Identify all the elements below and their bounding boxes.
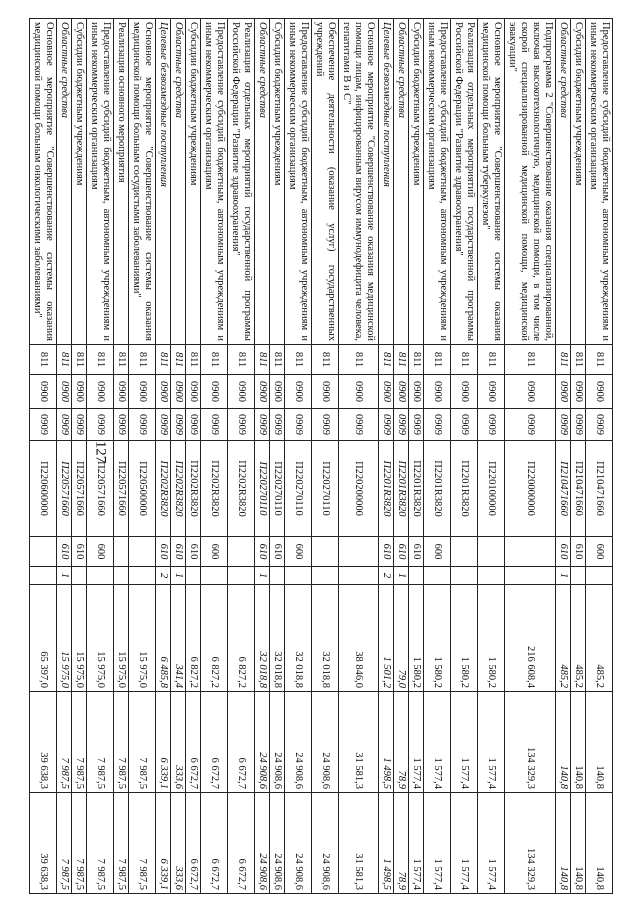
cell-value-1: 15 975,0 xyxy=(57,585,72,692)
table-row xyxy=(424,19,451,894)
cell-rz: 0900 xyxy=(571,375,586,409)
cell-pr: 0909 xyxy=(129,409,156,441)
cell-value-2: 6 339,1 xyxy=(156,692,171,793)
cell-src xyxy=(186,567,201,585)
cell-vr: 610 xyxy=(72,537,87,567)
cell-value-1: 6 827,2 xyxy=(228,585,255,692)
cell-value-1: 15 975,0 xyxy=(72,585,87,692)
cell-rz: 0900 xyxy=(201,375,228,409)
cell-value-2: 140,8 xyxy=(571,692,586,793)
cell-src xyxy=(505,567,556,585)
cell-ved: 811 xyxy=(72,345,87,375)
cell-ved: 811 xyxy=(57,345,72,375)
cell-vr xyxy=(129,537,156,567)
cell-pr: 0909 xyxy=(171,409,186,441)
table-row xyxy=(339,19,379,894)
cell-csr: П210471660 xyxy=(571,441,586,537)
cell-value-3: 24 908,6 xyxy=(255,793,270,894)
table-row xyxy=(270,19,285,894)
cell-value-1: 6 485,8 xyxy=(156,585,171,692)
budget-table xyxy=(29,18,613,894)
cell-rz: 0900 xyxy=(505,375,556,409)
cell-pr: 0909 xyxy=(409,409,424,441)
cell-value-2: 24 908,6 xyxy=(255,692,270,793)
cell-ved: 811 xyxy=(156,345,171,375)
cell-csr: П220571660 xyxy=(87,441,114,537)
table-row xyxy=(201,19,228,894)
table-row xyxy=(114,19,129,894)
cell-value-3: 140,8 xyxy=(556,793,571,894)
cell-value-1: 6 827,2 xyxy=(186,585,201,692)
cell-rz: 0900 xyxy=(409,375,424,409)
cell-pr: 0909 xyxy=(72,409,87,441)
cell-ved: 811 xyxy=(255,345,270,375)
table-row xyxy=(30,19,57,894)
cell-vr: 610 xyxy=(156,537,171,567)
cell-pr: 0909 xyxy=(339,409,379,441)
cell-value-1: 15 975,0 xyxy=(129,585,156,692)
cell-src xyxy=(571,567,586,585)
cell-ved: 811 xyxy=(270,345,285,375)
cell-pr: 0909 xyxy=(114,409,129,441)
cell-vr xyxy=(451,537,478,567)
cell-pr: 0909 xyxy=(228,409,255,441)
cell-rz: 0900 xyxy=(30,375,57,409)
cell-pr: 0909 xyxy=(30,409,57,441)
cell-value-2: 78,9 xyxy=(394,692,409,793)
cell-value-2: 333,6 xyxy=(171,692,186,793)
cell-src: 1 xyxy=(57,567,72,585)
cell-csr: П2201R3820 xyxy=(451,441,478,537)
cell-value-1: 1 501,2 xyxy=(379,585,394,692)
cell-value-1: 1 580,2 xyxy=(478,585,505,692)
cell-value-2: 1 577,4 xyxy=(424,692,451,793)
cell-pr: 0909 xyxy=(424,409,451,441)
cell-vr xyxy=(114,537,129,567)
table-row xyxy=(556,19,571,894)
cell-vr xyxy=(478,537,505,567)
cell-ved: 811 xyxy=(312,345,339,375)
cell-rz: 0900 xyxy=(270,375,285,409)
cell-src xyxy=(586,567,613,585)
cell-value-2: 7 987,5 xyxy=(87,692,114,793)
cell-rz: 0900 xyxy=(379,375,394,409)
cell-value-3: 24 908,6 xyxy=(312,793,339,894)
cell-value-3: 24 908,6 xyxy=(270,793,285,894)
cell-value-2: 24 908,6 xyxy=(285,692,312,793)
cell-ved: 811 xyxy=(505,345,556,375)
cell-value-3: 1 577,4 xyxy=(478,793,505,894)
cell-src xyxy=(339,567,379,585)
cell-value-1: 485,2 xyxy=(571,585,586,692)
cell-value-1: 1 580,2 xyxy=(424,585,451,692)
cell-vr: 600 xyxy=(586,537,613,567)
cell-src xyxy=(424,567,451,585)
cell-value-3: 333,6 xyxy=(171,793,186,894)
cell-pr: 0909 xyxy=(379,409,394,441)
cell-vr: 610 xyxy=(556,537,571,567)
cell-src: 1 xyxy=(556,567,571,585)
cell-vr: 600 xyxy=(201,537,228,567)
cell-csr: П220270110 xyxy=(270,441,285,537)
cell-ved: 811 xyxy=(339,345,379,375)
cell-value-1: 79,0 xyxy=(394,585,409,692)
cell-value-3: 1 498,5 xyxy=(379,793,394,894)
cell-rz: 0900 xyxy=(129,375,156,409)
cell-vr: 610 xyxy=(394,537,409,567)
cell-csr: П220270110 xyxy=(312,441,339,537)
rotated-table-area xyxy=(32,18,613,893)
cell-rz: 0900 xyxy=(87,375,114,409)
cell-value-2: 1 577,4 xyxy=(451,692,478,793)
cell-value-2: 6 672,7 xyxy=(201,692,228,793)
cell-vr xyxy=(30,537,57,567)
cell-ved: 811 xyxy=(201,345,228,375)
cell-rz: 0900 xyxy=(586,375,613,409)
cell-csr: П220200000 xyxy=(339,441,379,537)
cell-vr xyxy=(505,537,556,567)
cell-pr: 0909 xyxy=(270,409,285,441)
cell-csr: П2202R3820 xyxy=(186,441,201,537)
cell-csr: П220000000 xyxy=(505,441,556,537)
cell-csr: П220571660 xyxy=(114,441,129,537)
cell-ved: 811 xyxy=(285,345,312,375)
cell-pr: 0909 xyxy=(156,409,171,441)
cell-csr: П220270110 xyxy=(255,441,270,537)
cell-ved: 811 xyxy=(478,345,505,375)
table-row xyxy=(228,19,255,894)
cell-value-3: 39 638,3 xyxy=(30,793,57,894)
row-name: Основное мероприятие "Совершенствование системы оказания медицинской помощи больным туберкулезом" xyxy=(478,19,505,345)
cell-value-3: 78,9 xyxy=(394,793,409,894)
cell-pr: 0909 xyxy=(505,409,556,441)
cell-value-1: 32 018,8 xyxy=(312,585,339,692)
cell-rz: 0900 xyxy=(72,375,87,409)
row-name: Основное мероприятие "Совершенствование системы оказания медицинской помощи больным онкологическими заболеваниями" xyxy=(30,19,57,345)
cell-csr: П220500000 xyxy=(129,441,156,537)
cell-value-3: 140,8 xyxy=(586,793,613,894)
table-row xyxy=(451,19,478,894)
cell-src xyxy=(72,567,87,585)
cell-value-1: 15 975,0 xyxy=(114,585,129,692)
cell-src xyxy=(312,567,339,585)
cell-src: 2 xyxy=(156,567,171,585)
table-row xyxy=(586,19,613,894)
cell-ved: 811 xyxy=(424,345,451,375)
cell-value-1: 32 018,8 xyxy=(285,585,312,692)
table-row xyxy=(478,19,505,894)
row-name: Реализация отдельных мероприятий государственной программы Российской Федерации "Развитие здравоохранения" xyxy=(228,19,255,345)
row-name: Предоставление субсидий бюджетным, автономным учреждениям и иным некоммерческим организациям xyxy=(87,19,114,345)
cell-pr: 0909 xyxy=(201,409,228,441)
cell-csr: П2201R3820 xyxy=(409,441,424,537)
cell-ved: 811 xyxy=(129,345,156,375)
cell-src xyxy=(129,567,156,585)
cell-vr: 610 xyxy=(186,537,201,567)
cell-csr: П2201R3820 xyxy=(394,441,409,537)
row-name: Реализация отдельных мероприятий государственной программы Российской Федерации "Развитие здравоохранения" xyxy=(451,19,478,345)
cell-value-3: 7 987,5 xyxy=(57,793,72,894)
cell-csr: П2202R3820 xyxy=(156,441,171,537)
cell-value-3: 1 577,4 xyxy=(424,793,451,894)
cell-vr: 600 xyxy=(424,537,451,567)
cell-value-2: 7 987,5 xyxy=(114,692,129,793)
cell-src xyxy=(87,567,114,585)
cell-rz: 0900 xyxy=(339,375,379,409)
cell-ved: 811 xyxy=(228,345,255,375)
cell-ved: 811 xyxy=(114,345,129,375)
cell-value-2: 31 581,3 xyxy=(339,692,379,793)
cell-rz: 0900 xyxy=(451,375,478,409)
cell-csr: П2202R3820 xyxy=(171,441,186,537)
cell-src: 1 xyxy=(394,567,409,585)
cell-src: 1 xyxy=(171,567,186,585)
cell-pr: 0909 xyxy=(394,409,409,441)
cell-value-2: 39 638,3 xyxy=(30,692,57,793)
table-row xyxy=(129,19,156,894)
cell-pr: 0909 xyxy=(312,409,339,441)
cell-pr: 0909 xyxy=(285,409,312,441)
cell-csr: П2201R3820 xyxy=(424,441,451,537)
cell-rz: 0900 xyxy=(171,375,186,409)
cell-value-2: 140,8 xyxy=(556,692,571,793)
cell-value-1: 341,4 xyxy=(171,585,186,692)
table-row xyxy=(394,19,409,894)
cell-value-3: 6 672,7 xyxy=(228,793,255,894)
cell-ved: 811 xyxy=(556,345,571,375)
cell-value-3: 7 987,5 xyxy=(72,793,87,894)
cell-rz: 0900 xyxy=(285,375,312,409)
cell-vr: 610 xyxy=(571,537,586,567)
cell-value-2: 7 987,5 xyxy=(72,692,87,793)
cell-rz: 0900 xyxy=(156,375,171,409)
row-name: Субсидии бюджетным учреждениям xyxy=(186,19,201,345)
cell-value-1: 1 580,2 xyxy=(451,585,478,692)
cell-value-1: 65 397,0 xyxy=(30,585,57,692)
cell-rz: 0900 xyxy=(424,375,451,409)
cell-src: 2 xyxy=(379,567,394,585)
row-name: Реализация основного мероприятия xyxy=(114,19,129,345)
cell-value-1: 216 608,4 xyxy=(505,585,556,692)
cell-value-2: 1 577,4 xyxy=(478,692,505,793)
cell-value-3: 7 987,5 xyxy=(129,793,156,894)
cell-value-2: 134 329,3 xyxy=(505,692,556,793)
cell-pr: 0909 xyxy=(478,409,505,441)
cell-csr: П220600000 xyxy=(30,441,57,537)
table-row xyxy=(156,19,171,894)
cell-vr: 600 xyxy=(87,537,114,567)
row-name: Подпрограмма 2 "Совершенствование оказания специализированной, включая высокотехнологичную, медицинской помощи, в том числе скорой специализированной медицинской помощи, медицинской эвакуации" xyxy=(505,19,556,345)
cell-value-3: 6 672,7 xyxy=(186,793,201,894)
cell-ved: 811 xyxy=(30,345,57,375)
cell-pr: 0909 xyxy=(451,409,478,441)
cell-pr: 0909 xyxy=(556,409,571,441)
table-row xyxy=(285,19,312,894)
cell-vr xyxy=(312,537,339,567)
cell-src xyxy=(270,567,285,585)
cell-vr: 610 xyxy=(171,537,186,567)
cell-src xyxy=(409,567,424,585)
cell-src xyxy=(451,567,478,585)
cell-ved: 811 xyxy=(171,345,186,375)
cell-csr: П2202R3820 xyxy=(201,441,228,537)
cell-src xyxy=(201,567,228,585)
cell-src xyxy=(478,567,505,585)
cell-rz: 0900 xyxy=(312,375,339,409)
table-row xyxy=(505,19,556,894)
cell-pr: 0909 xyxy=(57,409,72,441)
cell-vr xyxy=(339,537,379,567)
cell-pr: 0909 xyxy=(586,409,613,441)
cell-value-1: 38 846,0 xyxy=(339,585,379,692)
cell-value-1: 1 580,2 xyxy=(409,585,424,692)
row-name: Предоставление субсидий бюджетным, автономным учреждениям и иным некоммерческим организациям xyxy=(285,19,312,345)
cell-csr: П220571660 xyxy=(72,441,87,537)
row-name: Субсидии бюджетным учреждениям xyxy=(571,19,586,345)
cell-csr: П220571660 xyxy=(57,441,72,537)
row-name: Целевые безвозмездные поступления xyxy=(379,19,394,345)
cell-ved: 811 xyxy=(571,345,586,375)
row-name: Областные средства xyxy=(57,19,72,345)
cell-value-3: 140,8 xyxy=(571,793,586,894)
cell-value-2: 140,8 xyxy=(586,692,613,793)
cell-src xyxy=(30,567,57,585)
cell-ved: 811 xyxy=(379,345,394,375)
table-row xyxy=(72,19,87,894)
cell-csr: П210471660 xyxy=(586,441,613,537)
cell-value-3: 7 987,5 xyxy=(114,793,129,894)
cell-ved: 811 xyxy=(186,345,201,375)
cell-vr xyxy=(228,537,255,567)
row-name: Областные средства xyxy=(255,19,270,345)
cell-rz: 0900 xyxy=(114,375,129,409)
row-name: Областные средства xyxy=(394,19,409,345)
cell-value-3: 1 577,4 xyxy=(451,793,478,894)
cell-rz: 0900 xyxy=(556,375,571,409)
cell-vr: 610 xyxy=(57,537,72,567)
cell-csr: П2201R3820 xyxy=(379,441,394,537)
row-name: Основное мероприятие "Совершенствование системы оказания медицинской помощи больным сосудистыми заболеваниями" xyxy=(129,19,156,345)
cell-value-1: 485,2 xyxy=(556,585,571,692)
cell-value-3: 24 908,6 xyxy=(285,793,312,894)
cell-value-2: 6 672,7 xyxy=(186,692,201,793)
cell-src xyxy=(285,567,312,585)
cell-value-2: 6 672,7 xyxy=(228,692,255,793)
cell-rz: 0900 xyxy=(478,375,505,409)
cell-value-3: 31 581,3 xyxy=(339,793,379,894)
table-row xyxy=(57,19,72,894)
cell-src xyxy=(114,567,129,585)
cell-vr: 610 xyxy=(255,537,270,567)
row-name: Предоставление субсидий бюджетным, автономным учреждениям и иным некоммерческим организациям xyxy=(201,19,228,345)
table-row xyxy=(186,19,201,894)
cell-value-2: 1 498,5 xyxy=(379,692,394,793)
cell-vr: 600 xyxy=(285,537,312,567)
page-number: 127 xyxy=(92,440,109,464)
table-row xyxy=(171,19,186,894)
cell-rz: 0900 xyxy=(394,375,409,409)
cell-csr: П220270110 xyxy=(285,441,312,537)
row-name: Целевые безвозмездные поступления xyxy=(156,19,171,345)
cell-value-3: 1 577,4 xyxy=(409,793,424,894)
cell-value-1: 15 975,0 xyxy=(87,585,114,692)
cell-ved: 811 xyxy=(394,345,409,375)
cell-rz: 0900 xyxy=(255,375,270,409)
cell-value-3: 134 329,3 xyxy=(505,793,556,894)
row-name: Обеспечение деятельности (оказание услуг) государственных учреждений xyxy=(312,19,339,345)
cell-vr: 610 xyxy=(379,537,394,567)
cell-ved: 811 xyxy=(87,345,114,375)
row-name: Областные средства xyxy=(556,19,571,345)
cell-value-2: 7 987,5 xyxy=(57,692,72,793)
row-name: Предоставление субсидий бюджетным, автономным учреждениям и иным некоммерческим организациям xyxy=(424,19,451,345)
cell-src xyxy=(228,567,255,585)
row-name: Областные средства xyxy=(171,19,186,345)
row-name: Субсидии бюджетным учреждениям xyxy=(270,19,285,345)
cell-ved: 811 xyxy=(586,345,613,375)
table-row xyxy=(571,19,586,894)
cell-rz: 0900 xyxy=(228,375,255,409)
cell-csr: П220100000 xyxy=(478,441,505,537)
cell-pr: 0909 xyxy=(186,409,201,441)
cell-csr: П210471660 xyxy=(556,441,571,537)
cell-pr: 0909 xyxy=(255,409,270,441)
row-name: Субсидии бюджетным учреждениям xyxy=(409,19,424,345)
cell-ved: 811 xyxy=(409,345,424,375)
cell-ved: 811 xyxy=(451,345,478,375)
cell-vr: 610 xyxy=(409,537,424,567)
cell-value-3: 6 672,7 xyxy=(201,793,228,894)
cell-value-2: 7 987,5 xyxy=(129,692,156,793)
cell-csr: П2202R3820 xyxy=(228,441,255,537)
row-name: Субсидии бюджетным учреждениям xyxy=(72,19,87,345)
row-name: Основное мероприятие "Совершенствование оказания медицинской помощи лицам, инфицированным вирусом иммунодефицита человека, гепатитами В и С" xyxy=(339,19,379,345)
cell-value-1: 485,2 xyxy=(586,585,613,692)
cell-pr: 0909 xyxy=(87,409,114,441)
cell-pr: 0909 xyxy=(571,409,586,441)
cell-value-1: 6 827,2 xyxy=(201,585,228,692)
cell-value-2: 24 908,6 xyxy=(270,692,285,793)
row-name: Предоставление субсидий бюджетным, автономным учреждениям и иным некоммерческим организациям xyxy=(586,19,613,345)
cell-value-1: 32 018,8 xyxy=(255,585,270,692)
cell-value-3: 7 987,5 xyxy=(87,793,114,894)
table-row xyxy=(379,19,394,894)
cell-value-3: 6 339,1 xyxy=(156,793,171,894)
cell-vr: 610 xyxy=(270,537,285,567)
table-row xyxy=(409,19,424,894)
table-row xyxy=(312,19,339,894)
table-row xyxy=(255,19,270,894)
cell-src: 1 xyxy=(255,567,270,585)
cell-rz: 0900 xyxy=(57,375,72,409)
table-row xyxy=(87,19,114,894)
cell-value-2: 1 577,4 xyxy=(409,692,424,793)
cell-value-2: 24 908,6 xyxy=(312,692,339,793)
cell-rz: 0900 xyxy=(186,375,201,409)
cell-value-1: 32 018,8 xyxy=(270,585,285,692)
